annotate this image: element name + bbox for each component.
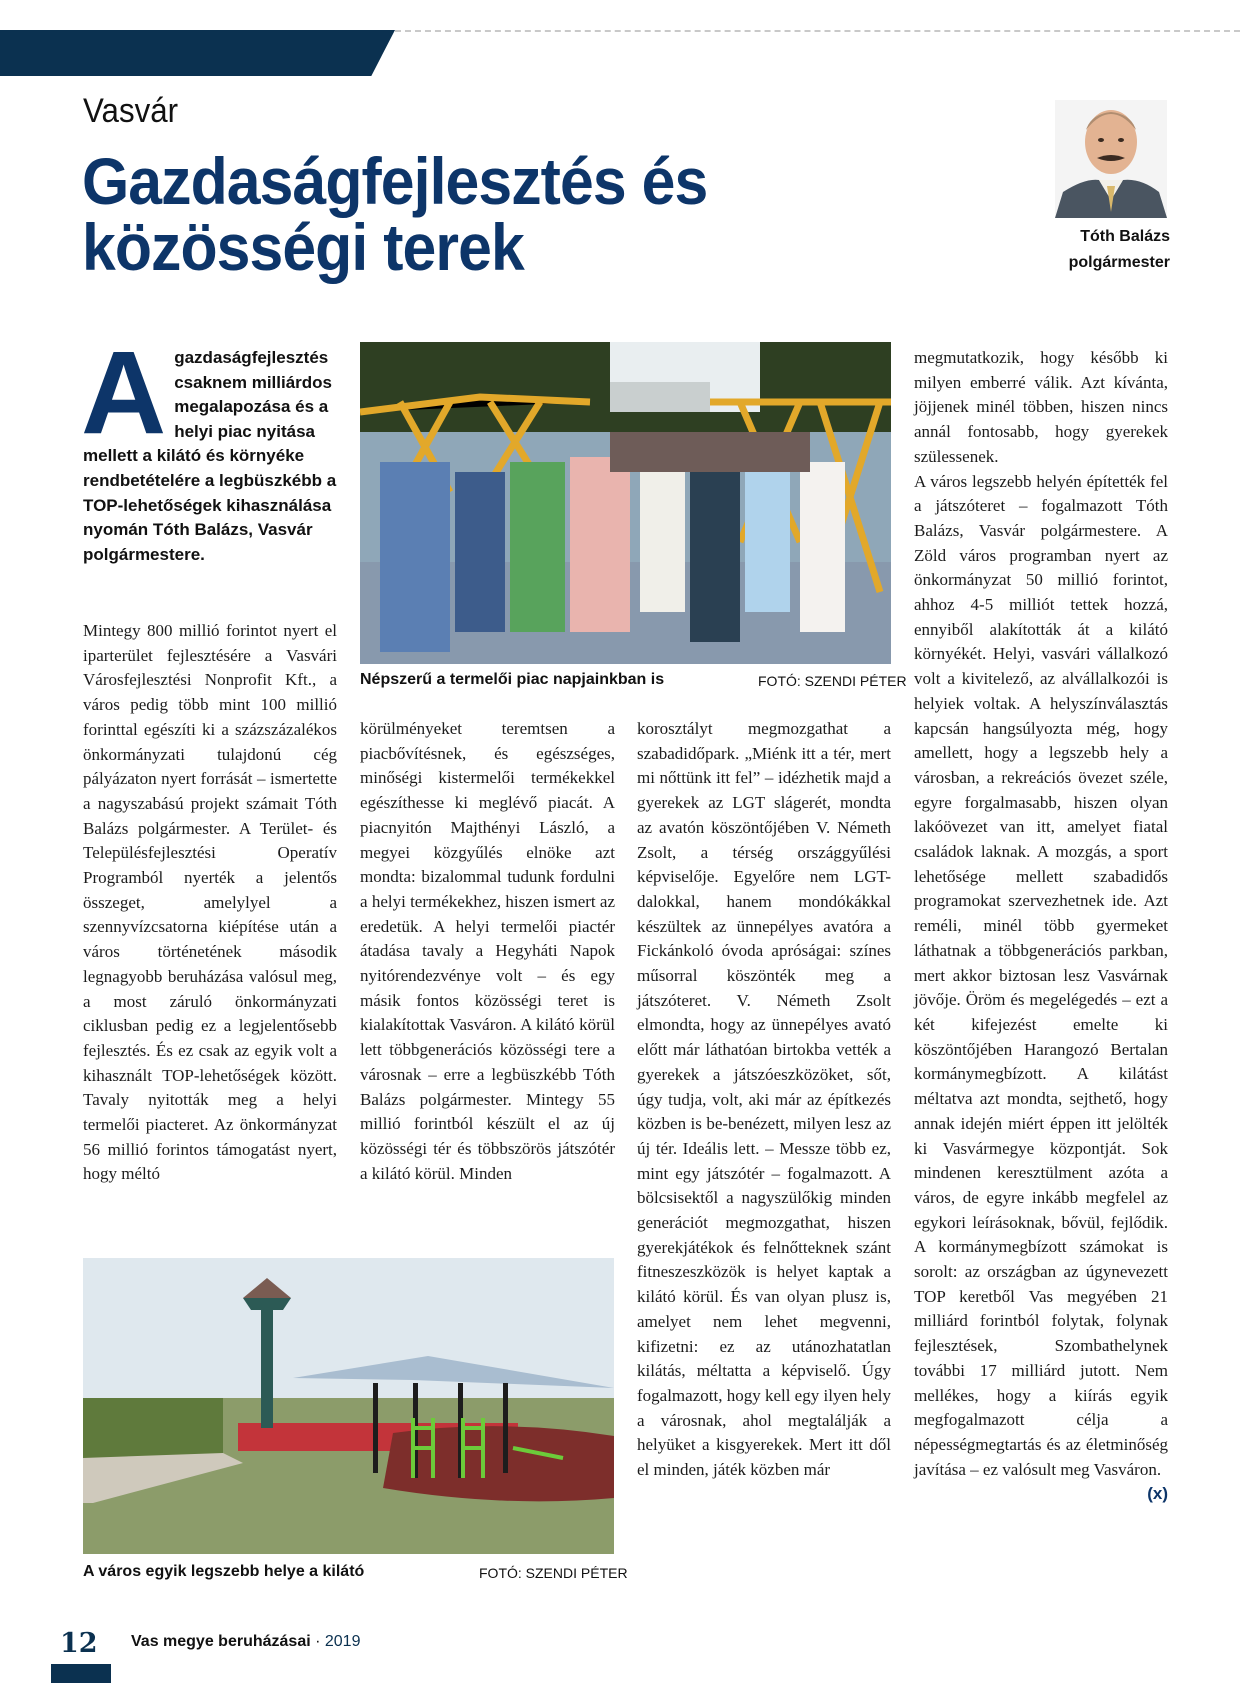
header-dashed-rule — [395, 30, 1240, 32]
article-column-3 — [637, 717, 891, 1483]
tower-photo-credit: FOTÓ: SZENDI PÉTER — [479, 1565, 628, 1581]
drop-cap: A — [81, 327, 167, 459]
body-text: korosztályt megmozgathat a szabadidőpark. „Miénk itt a tér, mert mi nőttünk itt fel” – idézhetik majd a gyerekek az LGT slágerét, mondta az avatón köszöntőjében V. Németh Zsolt, a térség országgyűlési képviselője. Egyelőre nem LGT-dalokkal, hanem mondókákkal készültek az ünnepélyes avatóra a Fickánkoló óvoda apróságai: színes műsorral köszönték meg a játszóteret. V. Németh Zsolt elmondta, hogy az ünnepélyes avató előtt már láthatóan birtokba vették a gyerekek a játszóeszközöket, sőt, úgy tudja, volt, aki már az építkezés közben is be-benézett, milyen lesz az új tér. Ideális lett. – Messze több ez, mint egy játszótér – fogalmazott. A bölcsisektől a nagyszülőkig minden generációt megmozgathat, hiszen gyerekjátékok és felnőtteknek szánt fitneszeszközök is helyet kaptak a kilátó körül. És van olyan plusz is, amelyet nem lehet megvenni, kifizetni: ez az utánozhatatlan kilátás, méltatta a képviselő. Úgy fogalmazott, hogy kell egy ilyen hely a városnak, ahol megtalálják a helyüket a kisgyerekek. Mert itt dől el minden, játék közben már — [637, 719, 891, 1480]
lead-text: gazdaságfejlesztés csaknem milliárdos megalapozása és a helyi piac nyitása mellett a kilátó és környéke rendbetételére a legbüszkébb a TOP-lehetőségek kihasználása nyomán Tóth Balázs, Vasvár polgármestere. — [83, 348, 337, 564]
body-text — [914, 470, 1168, 1504]
body-text: Mintegy 800 millió forintot nyert el iparterület fejlesztésére a Vasvári Városfejlesztési Nonprofit Kft., a város pedig több mint 100 millió forinttal egészíti ki a százszázalékos önkormányzati tulajdonú cég pályázaton nyert forrását – ismertette a nagyszabású projekt számait Tóth Balázs polgármester. A Terület- és Településfejlesztési Operatív Programból nyerték a jelentős összeget, amelylyel a szennyvízcsatorna kiépítése után a város történetének második legnagyobb beruházása valósul meg, a most záruló önkormányzati ciklusban pedig ez a legjelentősebb fejlesztés. És ez csak az egyik volt a kihasznált TOP-lehetőségek között. Tavaly nyitották meg a helyi termelői piacteret. Az önkormányzat 56 millió forintos támogatást nyert, hogy méltó — [83, 621, 337, 1184]
body-text-continued: A város legszebb helyén építették fel a játszóteret – fogalmazott Tóth Balázs, Vasvár polgármestere. A Zöld város programban nyert az önkormányzat 50 millió forintot, ahhoz 4-5 milliót tettek hozzá, ennyiből alakították át a kilátó környékét. Helyi, vasvári vállalkozó volt a kivitelező, az alvállalkozói is helyiek voltak. A helyszínválasztás kapcsán hangsúlyozta még, hogy amellett, hogy a legszebb hely a városban, a rekreációs övezet széle, egyre forgalmasabb, hiszen olyan lakóövezet van itt, amelyet fiatal családok laknak. A mozgás, a sport lehetősége mellett szabadidős programokat szervezhetnek ide. Azt reméli, minél több gyermeket láthatnak a többgenerációs parkban, mert akkor biztosan lesz Vasvárnak jövője. Öröm és megelégedés – ezt a két kifejezést emelte ki köszöntőjében Harangozó Bertalan kormánymegbízott. A kilátást méltatva azt mondta, sejthető, hogy annak idején miért éppen itt jelölték ki Vasvármegye központját. Sok mindenen keresztülment azóta a város, de egyre inkább megfelel az egykori leírásoknak, bővül, fejlődik. A kormánymegbízott számokat is sorolt: az országban az úgynevezett TOP keretből Vas megyében 21 milliárd forintból folytak, folynak fejlesztések, Szombathelynek további 17 milliárd jutott. Nem mellékes, hogy a kiírás egyik megfogalmazott célja a népességmegtartás és az életminőség javítása – ez valósult meg Vasváron. — [914, 471, 1168, 1479]
lead-paragraph — [81, 327, 337, 567]
article-end-mark: (x) — [1147, 1484, 1168, 1504]
publication-year: 2019 — [324, 1633, 361, 1650]
mayor-title: polgármester — [1068, 254, 1170, 271]
page-title: Gazdaságfejlesztés és közösségi terek — [82, 144, 708, 284]
header-bar — [0, 30, 395, 76]
section-kicker: Vasvár — [83, 92, 179, 130]
market-photo — [360, 342, 891, 664]
mayor-name: Tóth Balázs — [1080, 228, 1170, 245]
publication-name: Vas megye beruházásai — [131, 1633, 311, 1650]
footer-bar — [51, 1664, 111, 1683]
market-photo-caption: Népszerű a termelői piac napjainkban is — [360, 671, 665, 688]
page-number: 12 — [60, 1628, 98, 1659]
body-text: megmutatkozik, hogy később ki milyen emberré válik. Azt kívánta, jöjjenek minél többen, hiszen nincs annál fontosabb, hogy gyerekek szülessenek. — [914, 348, 1168, 466]
body-text: körülményeket teremtsen a piacbővítésnek, és egészséges, minőségi kistermelői termékekkel egészíthesse ki meglévő piacát. A piacnyitón Majthényi László, a megyei közgyűlés elnöke azt mondta: bizalommal tudunk fordulni a helyi termékekhez, hiszen ismert az eredetük. A helyi termelői piactér átadása tavaly a Hegyháti Napok nyitórendezvénye volt – és egy másik fontos közösségi teret is kialakítottak Vasváron. A kilátó körül lett többgenerációs közösségi tere a városnak – erre a legbüszkébb Tóth Balázs polgármester. Mintegy 55 millió forintból készült el az új közösségi tér és többszörös játszótér a kilátó körül. Minden — [360, 719, 615, 1183]
tower-photo-caption: A város egyik legszebb helye a kilátó — [83, 1563, 365, 1580]
market-photo-credit: FOTÓ: SZENDI PÉTER — [758, 673, 907, 689]
article-column-2 — [360, 717, 615, 1186]
mayor-portrait — [1055, 100, 1167, 218]
article-column-4 — [914, 346, 1168, 1507]
lookout-tower-photo — [83, 1258, 614, 1554]
footer-separator: · — [310, 1633, 325, 1650]
article-column-1 — [83, 619, 337, 1187]
footer-publication — [131, 1633, 360, 1651]
mayor-name-block — [1069, 224, 1170, 276]
